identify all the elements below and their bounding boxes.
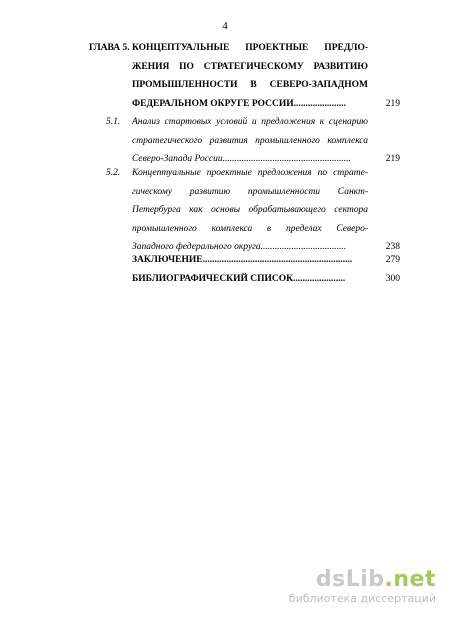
watermark-logo-accent: .net [384,567,436,592]
chapter-title-line: КОНЦЕПТУАЛЬНЫЕ ПРОЕКТНЫЕ ПРЕДЛО- [132,43,368,53]
bibliography-title [132,270,368,289]
section-title [132,164,368,257]
chapter-label: ГЛАВА 5. [89,43,130,53]
conclusion-page-number: 279 [385,255,400,265]
section-title-line: промышленного комплекса в пределах Северо- [132,223,368,234]
section-title-line: Северо-Запада России...................................................... [132,154,351,164]
section-title-line: Западного федерального округа.................................... [132,242,347,252]
chapter-page-number: 219 [385,98,400,109]
section-title-line: стратегического развития промышленного комплекса [132,135,368,146]
section-label: 5.1. [106,117,121,127]
bibliography-page-number: 300 [385,274,400,284]
section-title-line: Петербурга как основы обрабатывающего сектора [132,205,368,215]
section-title-line: Анализ стартовых условий и предложения к сценарию [132,117,368,127]
chapter-title [132,39,368,113]
section-title-line: Концептуальные проектные предложения по страте- [132,168,368,178]
chapter-title-line: ПРОМЫШЛЕННОСТИ В СЕВЕРО-ЗАПАДНОМ [132,80,368,90]
watermark-logo [236,568,436,592]
watermark [236,568,436,606]
chapter-title-line: ЖЕНИЯ ПО СТРАТЕГИЧЕСКОМУ РАЗВИТИЮ [132,61,368,72]
watermark-subtitle: библиотека диссертаций [288,592,436,605]
chapter-title-line: ФЕДЕРАЛЬНОМ ОКРУГЕ РОССИИ...................... [132,98,346,109]
watermark-logo-main: dsLib [315,567,385,592]
section-label: 5.2. [106,168,121,178]
section-page-number: 238 [385,242,400,252]
section-title [132,113,368,169]
page-number: 4 [222,20,228,32]
bibliography-line: БИБЛИОГРАФИЧЕСКИЙ СПИСОК...................... [132,274,346,284]
conclusion-title [132,251,368,270]
conclusion-line: ЗАКЛЮЧЕНИЕ............................................................... [132,255,353,265]
section-title-line: гическому развитию промышленности Санкт- [132,186,368,197]
section-page-number: 219 [385,154,400,164]
